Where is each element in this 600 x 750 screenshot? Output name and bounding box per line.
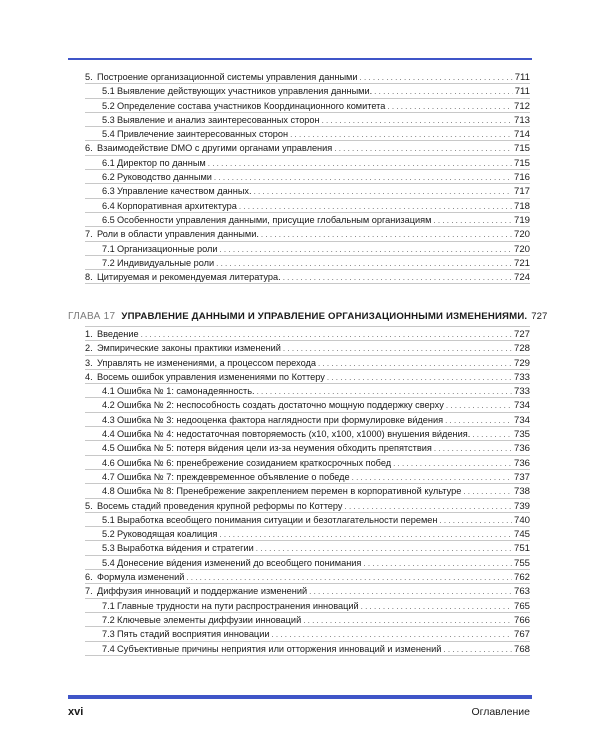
toc-entry[interactable] (85, 413, 530, 427)
chapter-title: УПРАВЛЕНИЕ ДАННЫМИ И УПРАВЛЕНИЕ ОРГАНИЗАЦИОННЫМИ ИЗМЕНЕНИЯМИ. (121, 311, 528, 322)
entry-number: 6. (85, 572, 93, 583)
entry-title: Определение состава участников Координационного комитета (117, 100, 386, 111)
toc-entry[interactable] (85, 398, 530, 412)
entry-page: 715 (513, 143, 530, 155)
entry-page: 733 (513, 371, 530, 383)
entry-page: 768 (513, 643, 530, 655)
toc-entry[interactable] (85, 484, 530, 498)
toc-entry[interactable] (85, 570, 530, 584)
entry-number: 4.6 (102, 457, 115, 468)
entry-number: 4.7 (102, 471, 115, 482)
toc-entry[interactable] (85, 141, 530, 155)
entry-title: Восемь ошибок управления изменениями по Коттеру (97, 371, 325, 382)
entry-number: 5.2 (102, 100, 115, 111)
entry-number: 7.3 (102, 629, 115, 640)
entry-page: 765 (513, 600, 530, 612)
entry-number: 5.3 (102, 114, 115, 125)
toc-entry[interactable] (85, 541, 530, 555)
entry-number: 6.5 (102, 214, 115, 225)
toc-entry[interactable] (85, 184, 530, 198)
entry-number: 7.4 (102, 643, 115, 654)
entry-number: 6. (85, 143, 93, 154)
toc-entry[interactable] (85, 427, 530, 441)
entry-title: Индивидуальные роли (117, 257, 215, 268)
entry-title: Роли в области управления данными. (97, 229, 259, 240)
toc-entry[interactable] (85, 99, 530, 113)
entry-number: 5.3 (102, 543, 115, 554)
entry-title: Выявление действующих участников управления данными. (117, 86, 373, 97)
entry-page: 736 (513, 457, 530, 469)
entry-page: 738 (513, 486, 530, 498)
entry-number: 4.4 (102, 429, 115, 440)
toc-entry[interactable] (85, 527, 530, 541)
entry-number: 5.1 (102, 86, 115, 97)
entry-number: 5.2 (102, 529, 115, 540)
entry-number: 4.5 (102, 443, 115, 454)
entry-title: Ошибка № 7: преждевременное объявление о победе (117, 471, 350, 482)
entry-title: Ошибка № 3: недооценка фактора наглядности при формулировке ви́дения (117, 414, 444, 425)
toc-entry[interactable] (85, 227, 530, 241)
entry-title: Особенности управления данными, присущие глобальным организациям (117, 214, 432, 225)
entry-number: 4. (85, 371, 93, 382)
entry-number: 7.1 (102, 243, 115, 254)
toc-entry[interactable] (85, 242, 530, 256)
toc-entry[interactable] (85, 642, 530, 656)
entry-title: Пять стадий восприятия инновации (117, 629, 270, 640)
page-number: xvi (68, 706, 84, 718)
entry-page: 720 (513, 229, 530, 241)
entry-page: 714 (513, 129, 530, 141)
entry-title: Выявление и анализ заинтересованных сторон (117, 114, 320, 125)
entry-page: 762 (513, 572, 530, 584)
entry-number: 1. (85, 329, 93, 339)
entry-title: Ошибка № 6: пренебрежение созиданием краткосрочных побед (117, 457, 392, 468)
entry-page: 751 (513, 543, 530, 555)
separator (85, 655, 530, 656)
entry-title: Выработка всеобщего понимания ситуации и безотлагательности перемен (117, 514, 438, 525)
entry-page: 737 (513, 471, 530, 483)
toc-entry[interactable] (85, 513, 530, 527)
entry-title: Диффузия инноваций и поддержание изменений (97, 586, 308, 597)
entry-number: 7.2 (102, 614, 115, 625)
entry-number: 2. (85, 343, 93, 354)
toc-entry[interactable] (85, 256, 530, 270)
toc-entry[interactable] (85, 556, 530, 570)
entry-title: Главные трудности на пути распространения инноваций (117, 600, 359, 611)
entry-title: Введение (97, 329, 139, 339)
entry-page: 711 (514, 86, 530, 98)
toc-entry[interactable] (85, 384, 530, 398)
entry-title: Цитируемая и рекомендуемая литература. (97, 272, 281, 283)
section-name: Оглавление (471, 706, 530, 718)
chapter-page: 727 (531, 311, 548, 322)
entry-title: Управлять не изменениями, а процессом перехода (97, 357, 316, 368)
entry-page: 715 (513, 157, 530, 169)
toc-entry[interactable] (85, 456, 530, 470)
toc-entry[interactable] (85, 599, 530, 613)
toc-entry[interactable] (85, 356, 530, 370)
toc-entry[interactable] (85, 499, 530, 513)
toc-section-2 (85, 327, 530, 656)
entry-title: Руководящая коалиция (117, 529, 218, 540)
entry-title: Ошибка № 1: самонадеянность. (117, 386, 255, 397)
entry-page: 713 (513, 114, 530, 126)
entry-number: 7.1 (102, 600, 115, 611)
entry-page: 712 (513, 100, 530, 112)
entry-title: Ошибка № 2: неспособность создать достаточно мощную поддержку сверху (117, 400, 444, 411)
entry-number: 6.4 (102, 200, 115, 211)
entry-title: Привлечение заинтересованных сторон (117, 129, 289, 140)
toc-entry[interactable] (85, 584, 530, 598)
entry-number: 4.1 (102, 386, 115, 397)
entry-page: 736 (513, 443, 530, 455)
entry-page: 720 (513, 243, 530, 255)
entry-page: 755 (513, 557, 530, 569)
entry-title: Восемь стадий проведения крупной реформы по Коттеру (97, 500, 343, 511)
entry-page: 763 (513, 586, 530, 598)
entry-page: 719 (513, 214, 530, 226)
entry-title: Построение организационной системы управления данными (97, 72, 358, 82)
entry-page: 718 (513, 200, 530, 212)
entry-number: 7. (85, 229, 93, 240)
toc-entry[interactable] (85, 441, 530, 455)
toc-entry[interactable] (85, 199, 530, 213)
entry-number: 5. (85, 500, 93, 511)
entry-title: Корпоративная архитектура (117, 200, 237, 211)
entry-title: Субъективные причины неприятия или отторжения инноваций и изменений (117, 643, 442, 654)
toc-section-1 (85, 70, 530, 284)
chapter-heading[interactable] (68, 309, 548, 325)
entry-number: 5.4 (102, 557, 115, 568)
toc-entry[interactable] (85, 270, 530, 284)
entry-title: Выработка ви́дения и стратегии (117, 543, 254, 554)
toc-entry[interactable] (85, 170, 530, 184)
entry-title: Эмпирические законы практики изменений (97, 343, 281, 354)
entry-page: 766 (513, 614, 530, 626)
entry-page: 716 (513, 172, 530, 184)
toc-entry[interactable] (85, 327, 530, 341)
entry-number: 5.4 (102, 129, 115, 140)
entry-page: 745 (513, 529, 530, 541)
toc-entry[interactable] (85, 470, 530, 484)
entry-page: 724 (513, 272, 530, 284)
entry-title: Ошибка № 5: потеря ви́дения цели из-за неумения обходить препятствия (117, 443, 432, 454)
entry-page: 739 (513, 500, 530, 512)
toc-entry[interactable] (85, 613, 530, 627)
entry-number: 6.1 (102, 157, 115, 168)
toc-entry[interactable] (85, 213, 530, 227)
entry-page: 711 (514, 72, 530, 83)
toc-entry[interactable] (85, 127, 530, 141)
entry-page: 729 (513, 357, 530, 369)
entry-number: 4.3 (102, 414, 115, 425)
entry-page: 717 (513, 186, 530, 198)
toc-entry[interactable] (85, 113, 530, 127)
entry-number: 3. (85, 357, 93, 368)
separator (85, 283, 530, 284)
toc-entry[interactable] (85, 156, 530, 170)
entry-title: Донесение ви́дения изменений до всеобщего понимания (117, 557, 362, 568)
entry-page: 734 (513, 400, 530, 412)
toc-entry[interactable] (85, 341, 530, 355)
entry-title: Формула изменений (97, 572, 185, 583)
entry-title: Ключевые элементы диффузии инноваций (117, 614, 302, 625)
entry-title: Управление качеством данных. (117, 186, 252, 197)
entry-title: Взаимодействие DMO с другими органами управления (97, 143, 333, 154)
entry-page: 735 (513, 429, 530, 441)
entry-page: 734 (513, 414, 530, 426)
entry-number: 8. (85, 272, 93, 283)
entry-number: 4.2 (102, 400, 115, 411)
toc-entry[interactable] (85, 627, 530, 641)
entry-number: 7.2 (102, 257, 115, 268)
entry-page: 728 (513, 343, 530, 355)
entry-title: Ошибка № 4: недостаточная повторяемость (x10, x100, x1000) внушения ви́дения. (117, 429, 471, 440)
entry-title: Директор по данным (117, 157, 206, 168)
entry-page: 767 (513, 629, 530, 641)
entry-title: Руководство данными (117, 172, 212, 183)
chapter-label: ГЛАВА 17 (68, 311, 116, 322)
toc-entry[interactable] (85, 70, 530, 84)
entry-number: 7. (85, 586, 93, 597)
header-rule (68, 58, 532, 60)
entry-number: 4.8 (102, 486, 115, 497)
entry-title: Ошибка № 8: Пренебрежение закреплением перемен в корпоративной культуре (117, 486, 462, 497)
toc-entry[interactable] (85, 370, 530, 384)
entry-page: 721 (513, 257, 530, 269)
toc-entry[interactable] (85, 84, 530, 98)
entry-number: 5.1 (102, 514, 115, 525)
entry-page: 733 (513, 386, 530, 398)
entry-number: 6.3 (102, 186, 115, 197)
entry-page: 740 (513, 514, 530, 526)
footer-rule (68, 695, 532, 699)
entry-page: 727 (513, 329, 530, 340)
entry-number: 6.2 (102, 172, 115, 183)
entry-number: 5. (85, 72, 93, 82)
entry-title: Организационные роли (117, 243, 218, 254)
